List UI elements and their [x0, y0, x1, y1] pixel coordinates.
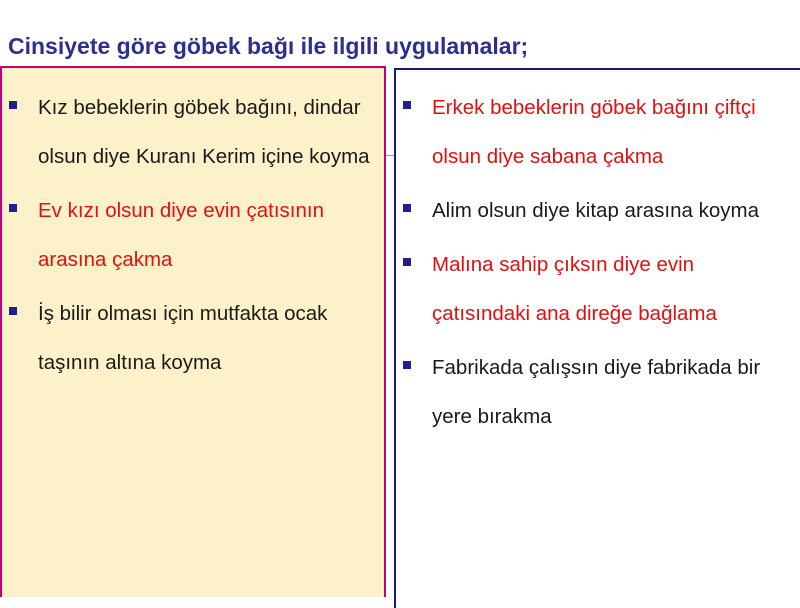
bullet-text: Erkek bebeklerin göbek bağını çiftçi olsun diye sabana çakma	[432, 96, 756, 168]
slide-title: Cinsiyete göre göbek bağı ile ilgili uygulamalar;	[8, 33, 529, 59]
panel-connector-line	[386, 155, 394, 156]
right-bullet-item	[402, 343, 794, 441]
left-bullet-item	[8, 83, 378, 181]
square-bullet-icon	[403, 101, 411, 109]
right-bullet-item	[402, 186, 794, 235]
bullet-text: Alim olsun diye kitap arasına koyma	[432, 199, 760, 222]
square-bullet-icon	[403, 361, 411, 369]
square-bullet-icon	[9, 101, 17, 109]
bullet-text: İş bilir olması için mutfakta ocak taşının altına koyma	[38, 302, 328, 374]
left-bullet-list	[8, 83, 378, 392]
left-bullet-item	[8, 289, 378, 387]
square-bullet-icon	[9, 307, 17, 315]
bullet-text: Malına sahip çıksın diye evin çatısındaki ana direğe bağlama	[432, 253, 717, 325]
bullet-text: Ev kızı olsun diye evin çatısının arasına çakma	[38, 199, 324, 271]
square-bullet-icon	[403, 204, 411, 212]
bullet-text: Fabrikada çalışsın diye fabrikada bir yere bırakma	[432, 356, 761, 428]
right-bullet-item	[402, 83, 794, 181]
bullet-text: Kız bebeklerin göbek bağını, dindar olsun diye Kuranı Kerim içine koyma	[38, 96, 370, 168]
right-bullet-list	[402, 83, 794, 446]
right-bullet-item	[402, 240, 794, 338]
square-bullet-icon	[9, 204, 17, 212]
square-bullet-icon	[403, 258, 411, 266]
left-bullet-item	[8, 186, 378, 284]
